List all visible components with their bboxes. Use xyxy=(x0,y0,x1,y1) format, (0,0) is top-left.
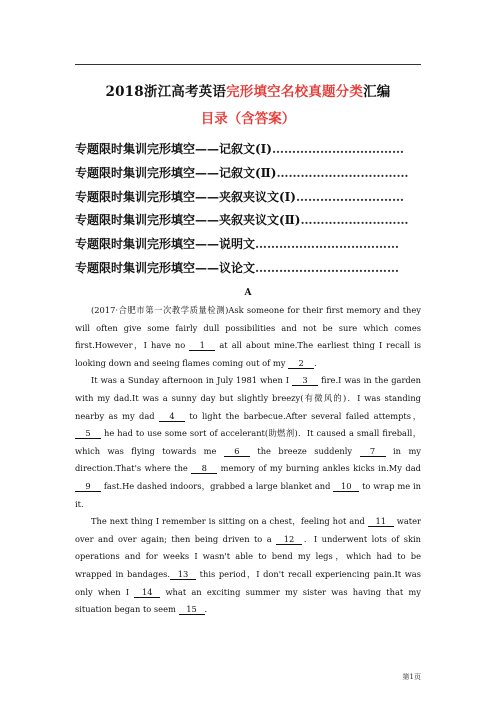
header-rule xyxy=(75,64,421,65)
paragraph xyxy=(75,513,421,619)
blank: 3 xyxy=(292,375,318,386)
toc-item-leader: ……………………… xyxy=(295,189,404,204)
text-run: The next thing I remember is sitting on a chest，feeling hot and xyxy=(91,516,368,527)
toc-item-leader: ……………………………… xyxy=(255,237,400,252)
toc-item-label: 专题限时集训完形填空——记叙文(Ⅱ) xyxy=(75,165,277,180)
blank: 2 xyxy=(288,358,314,369)
toc-item-leader: ……………………… xyxy=(300,213,409,228)
section-letter: A xyxy=(244,288,252,298)
paragraph xyxy=(75,302,421,372)
table-of-contents xyxy=(75,138,421,281)
title-part-1: 2018浙江高考英语 xyxy=(105,84,227,100)
toc-item[interactable] xyxy=(75,233,421,257)
toc-item-leader: …………………………… xyxy=(271,142,404,156)
document-title xyxy=(0,80,496,100)
text-run: fire.I was in the garden with my dad.It was a sunny day but slightly breezy(有微风的)．I was standing nearby as my dad xyxy=(75,375,421,421)
toc-item[interactable] xyxy=(75,209,421,233)
text-run: to light the barbecue.After several failed attempts， xyxy=(184,410,421,421)
blank: 10 xyxy=(333,481,359,492)
blank: 11 xyxy=(368,516,394,527)
toc-item[interactable] xyxy=(75,138,421,162)
title-part-3: 汇编 xyxy=(363,84,391,100)
text-run: (2017·合肥市第一次教学质量检测)Ask someone for their first memory and they will often give some fairly dull possibilities and not be sure which comes first.However，I have no xyxy=(75,305,421,351)
toc-item-label: 专题限时集训完形填空——记叙文(Ⅰ) xyxy=(75,142,272,156)
blank: 4 xyxy=(159,411,185,422)
toc-item-label: 专题限时集训完形填空——说明文 xyxy=(75,237,256,252)
paragraph xyxy=(75,372,421,513)
toc-item-label: 专题限时集训完形填空——议论文 xyxy=(75,260,256,275)
toc-heading: 目录（含答案） xyxy=(200,111,296,127)
title-part-2: 完形填空名校真题分类 xyxy=(226,84,364,100)
text-run: . xyxy=(314,357,317,368)
toc-item-label: 专题限时集训完形填空——夹叙夹议文(Ⅰ) xyxy=(75,189,296,204)
text-run: this period，I don't recall experiencing pain.It was only when I xyxy=(75,568,422,597)
toc-item-label: 专题限时集训完形填空——夹叙夹议文(Ⅱ) xyxy=(75,213,301,228)
blank: 13 xyxy=(170,569,196,580)
toc-item[interactable] xyxy=(75,257,421,281)
text-run: to wrap me in it. xyxy=(75,480,421,509)
toc-item[interactable] xyxy=(75,186,421,210)
text-run: he had to use some sort of accelerant(助燃剂)．It caused a small fireball，which was flying towards me xyxy=(75,428,421,456)
text-run: what an exciting summer my sister was having that my situation began to seem xyxy=(75,586,421,615)
text-run: . xyxy=(204,604,208,615)
toc-item-leader: …………………………… xyxy=(276,165,409,180)
blank: 14 xyxy=(134,587,160,598)
text-run: the breeze suddenly xyxy=(249,445,360,456)
text-run: memory of my burning ankles kicks in.My dad xyxy=(217,463,421,474)
text-run: in my direction.That's where the xyxy=(75,445,421,474)
text-run: fast.He dashed indoors，grabbed a large blanket and xyxy=(101,480,334,491)
text-run: water over and over again; then being driven to a xyxy=(75,516,421,544)
toc-item[interactable] xyxy=(75,162,421,186)
blank: 1 xyxy=(189,340,215,351)
blank: 12 xyxy=(276,534,302,545)
page-number: 第1页 xyxy=(402,673,421,681)
text-run: It was a Sunday afternoon in July 1981 when I xyxy=(91,375,293,386)
blank: 8 xyxy=(191,463,217,474)
blank: 9 xyxy=(75,481,101,492)
text-run: ．I underwent lots of skin operations and for weeks I wasn't able to bend my legs，which had to be wrapped in bandages. xyxy=(75,533,422,579)
blank: 7 xyxy=(360,446,386,457)
toc-item-leader: ……………………………… xyxy=(255,260,400,275)
blank: 15 xyxy=(179,604,205,615)
text-run: at all about mine.The earliest thing I recall is looking down and seeing flames coming out of my xyxy=(75,340,422,368)
blank: 6 xyxy=(224,446,250,457)
blank: 5 xyxy=(75,428,101,439)
passage-body xyxy=(75,302,421,619)
